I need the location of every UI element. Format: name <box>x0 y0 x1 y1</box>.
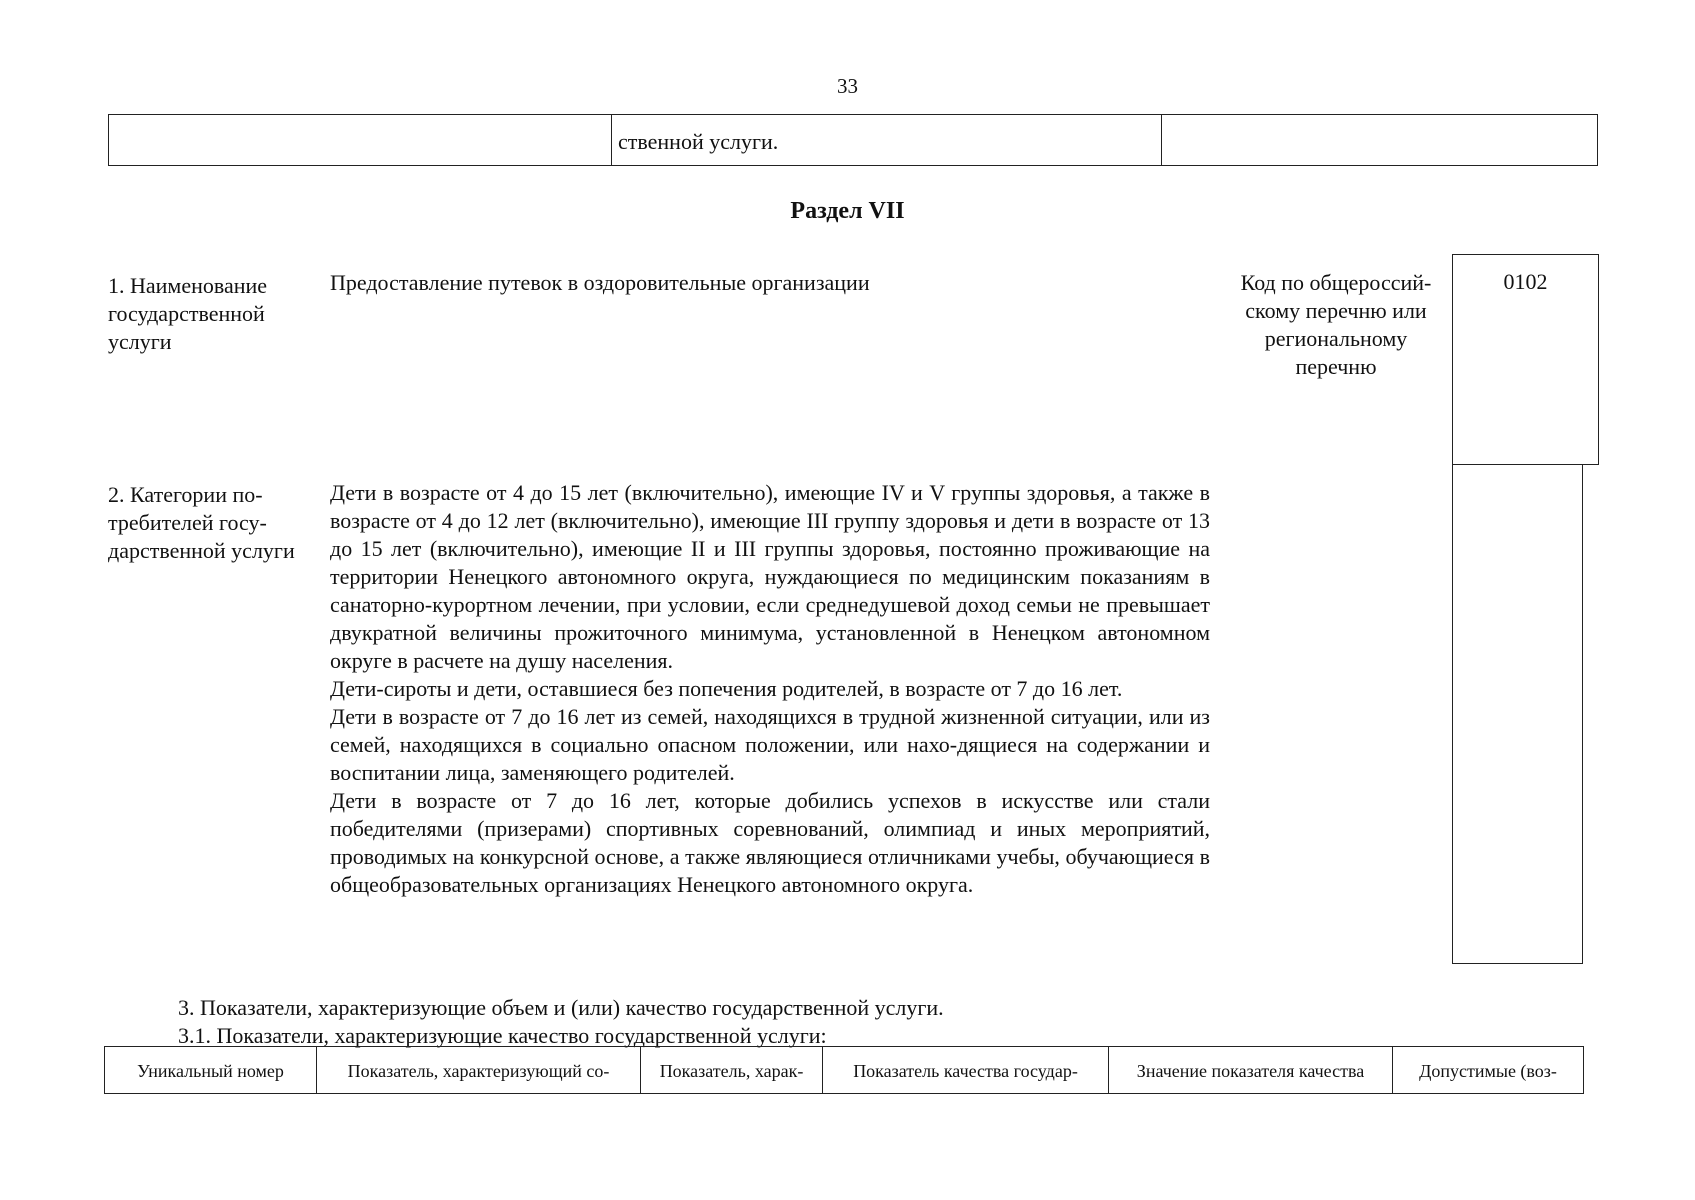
code-label: Код по общероссий-скому перечню или региональному перечню <box>1240 270 1432 379</box>
consumers-paragraph: Дети в возрасте от 7 до 16 лет, которые добились успехов в искусстве или стали победителями (призерами) спортивных соревнований, олимпиад и иных мероприятий, проводимых на конкурсной основе, а также являющиеся отличниками учебы, обучающиеся в общеобразовательных организациях Ненецкого автономного округа. <box>330 788 1210 897</box>
table-header-cell: Допустимые (воз- <box>1419 1061 1557 1081</box>
table-header-cell: Показатель, харак- <box>641 1047 823 1093</box>
consumers-label: 2. Категории по-требителей госу-дарственной услуги <box>108 482 295 563</box>
consumers-paragraph: Дети-сироты и дети, оставшиеся без попечения родителей, в возрасте от 7 до 16 лет. <box>330 676 1123 701</box>
table-cell <box>1162 115 1597 165</box>
code-box-lower <box>1452 464 1583 964</box>
code-box <box>1452 254 1599 465</box>
service-name-label: 1. Наименование государственной услуги <box>108 273 268 354</box>
indicators-heading: 3. Показатели, характеризующие объем и (или) качество государственной услуги. <box>178 995 944 1020</box>
quality-indicators-table <box>104 1046 1584 1094</box>
consumers-paragraph: Дети в возрасте от 4 до 15 лет (включительно), имеющие IV и V группы здоровья, а также в возрасте от 4 до 12 лет (включительно), имеющие III группу здоровья и дети в возрасте от 13 до 15 лет (включительно), имеющие II и III группы здоровья, постоянно проживающие на территории Ненецкого автономного округа, нуждающиеся по медицинским показаниям в санаторно-курортном лечении, при условии, если среднедушевой доход семьи не превышает двукратной величины прожиточного минимума, установленной в Ненецком автономном округе в расчете на душу населения. <box>330 480 1210 673</box>
table-header-cell: Значение показателя качества <box>1109 1047 1393 1093</box>
table-header-cell: Показатель качества государ- <box>823 1047 1109 1093</box>
service-name-value: Предоставление путевок в оздоровительные организации <box>330 270 870 295</box>
consumers-text <box>330 479 1210 899</box>
table-cell <box>109 115 612 165</box>
consumers-paragraph: Дети в возрасте от 7 до 16 лет из семей, находящихся в трудной жизненной ситуации, или из семей, находящихся в социально опасном положении, или нахо-дящиеся на содержании и воспитании лица, заменяющего родителей. <box>330 704 1210 785</box>
table-header-cell: Уникальный номер <box>105 1047 317 1093</box>
code-value: 0102 <box>1503 269 1548 294</box>
table-header-cell: Показатель, характеризующий со- <box>317 1047 641 1093</box>
table-cell: ственной услуги. <box>612 115 1162 165</box>
section-title: Раздел VII <box>790 198 905 224</box>
quality-indicators-heading: 3.1. Показатели, характеризующие качество государственной услуги: <box>178 1023 827 1048</box>
page-number: 33 <box>837 74 858 98</box>
continuation-table <box>108 114 1598 166</box>
